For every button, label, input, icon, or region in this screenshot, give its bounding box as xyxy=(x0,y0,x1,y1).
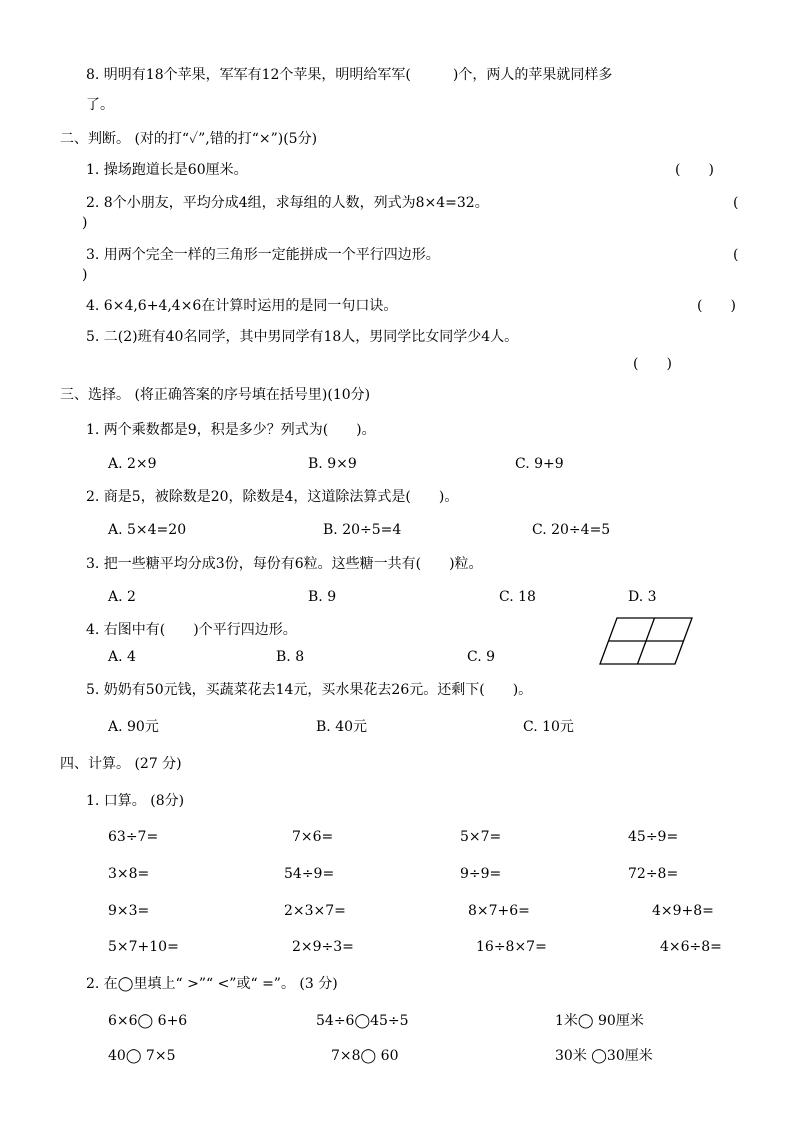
choice-q4-opt-c[interactable]: C. 9 xyxy=(467,649,496,665)
compare-problem[interactable]: 6×6◯ 6+6 xyxy=(108,1013,188,1029)
choice-q1: 1. 两个乘数都是9，积是多少？列式为( )。 xyxy=(86,422,376,438)
choice-q2-opt-b[interactable]: B. 20÷5=4 xyxy=(323,522,402,538)
section-2-title: 二、判断。 (对的打“✓”,错的打“×”)(5分) xyxy=(60,131,318,147)
oral-problem: 4×6÷8= xyxy=(660,939,722,955)
choice-q5: 5. 奶奶有50元钱，买蔬菜花去14元，买水果花去26元。还剩下( )。 xyxy=(86,682,533,698)
judge-item-2: 2. 8个小朋友，平均分成4组，求每组的人数，列式为8×4=32。 xyxy=(86,195,489,211)
choice-q3-opt-c[interactable]: C. 18 xyxy=(499,589,536,605)
oral-problem: 2×9÷3= xyxy=(292,939,354,955)
oral-problem: 9÷9= xyxy=(460,866,502,882)
oral-problem: 63÷7= xyxy=(108,829,159,845)
compare-problem[interactable]: 40◯ 7×5 xyxy=(108,1048,176,1064)
section-4-title: 四、计算。 (27 分) xyxy=(60,756,182,772)
compare-problem[interactable]: 1米◯ 90厘米 xyxy=(555,1013,644,1029)
judge-answer-4[interactable]: ( ) xyxy=(697,298,736,314)
choice-q5-opt-a[interactable]: A. 90元 xyxy=(108,719,159,735)
parallelogram-figure xyxy=(598,616,694,666)
judge-answer-5[interactable]: ( ) xyxy=(633,356,672,372)
judge-item-4: 4. 6×4,6+4,4×6在计算时运用的是同一句口诀。 xyxy=(86,298,398,314)
oral-calc-heading: 1. 口算。 (8分) xyxy=(86,793,185,809)
choice-q4-opt-a[interactable]: A. 4 xyxy=(108,649,136,665)
oral-problem: 9×3= xyxy=(108,903,150,919)
choice-q4: 4. 右图中有( )个平行四边形。 xyxy=(86,622,297,638)
compare-heading: 2. 在◯里填上“ >”“ <”或“ =”。 (3 分) xyxy=(86,976,338,992)
choice-q5-opt-c[interactable]: C. 10元 xyxy=(523,719,574,735)
oral-problem: 4×9+8= xyxy=(652,903,714,919)
choice-q3-opt-b[interactable]: B. 9 xyxy=(308,589,337,605)
oral-problem: 8×7+6= xyxy=(468,903,530,919)
judge-answer-1[interactable]: ( ) xyxy=(675,162,714,178)
choice-q3-opt-a[interactable]: A. 2 xyxy=(108,589,136,605)
judge-item-1: 1. 操场跑道长是60厘米。 xyxy=(86,162,248,178)
choice-q1-opt-b[interactable]: B. 9×9 xyxy=(308,456,357,472)
choice-q4-opt-b[interactable]: B. 8 xyxy=(276,649,305,665)
judge-answer-3-close: ) xyxy=(82,267,88,283)
choice-q1-opt-c[interactable]: C. 9+9 xyxy=(515,456,564,472)
choice-q3-opt-d[interactable]: D. 3 xyxy=(628,589,657,605)
judge-answer-3-open[interactable]: ( xyxy=(733,247,739,263)
judge-item-5: 5. 二(2)班有40名同学，其中男同学有18人，男同学比女同学少4人。 xyxy=(86,329,519,345)
question-8-line2: 了。 xyxy=(86,97,114,113)
oral-problem: 7×6= xyxy=(292,829,334,845)
oral-problem: 16÷8×7= xyxy=(476,939,547,955)
section-3-title: 三、选择。 (将正确答案的序号填在括号里)(10分) xyxy=(60,387,371,403)
choice-q2: 2. 商是5，被除数是20，除数是4，这道除法算式是( )。 xyxy=(86,489,459,505)
judge-answer-2-open[interactable]: ( xyxy=(733,195,739,211)
oral-problem: 2×3×7= xyxy=(284,903,346,919)
choice-q2-opt-c[interactable]: C. 20÷4=5 xyxy=(532,522,611,538)
compare-problem[interactable]: 54÷6◯45÷5 xyxy=(316,1013,409,1029)
oral-problem: 72÷8= xyxy=(628,866,679,882)
oral-problem: 54÷9= xyxy=(284,866,335,882)
oral-problem: 45÷9= xyxy=(628,829,679,845)
oral-problem: 3×8= xyxy=(108,866,150,882)
compare-problem[interactable]: 7×8◯ 60 xyxy=(331,1048,399,1064)
judge-item-3: 3. 用两个完全一样的三角形一定能拼成一个平行四边形。 xyxy=(86,247,440,263)
choice-q3: 3. 把一些糖平均分成3份，每份有6粒。这些糖一共有( )粒。 xyxy=(86,556,483,572)
choice-q5-opt-b[interactable]: B. 40元 xyxy=(316,719,368,735)
judge-answer-2-close: ) xyxy=(82,215,88,231)
oral-problem: 5×7+10= xyxy=(108,939,179,955)
question-8-line1: 8. 明明有18个苹果，军军有12个苹果，明明给军军( )个，两人的苹果就同样多 xyxy=(86,67,613,83)
compare-problem[interactable]: 30米 ◯30厘米 xyxy=(555,1048,653,1064)
choice-q2-opt-a[interactable]: A. 5×4=20 xyxy=(108,522,187,538)
choice-q1-opt-a[interactable]: A. 2×9 xyxy=(108,456,157,472)
oral-problem: 5×7= xyxy=(460,829,502,845)
